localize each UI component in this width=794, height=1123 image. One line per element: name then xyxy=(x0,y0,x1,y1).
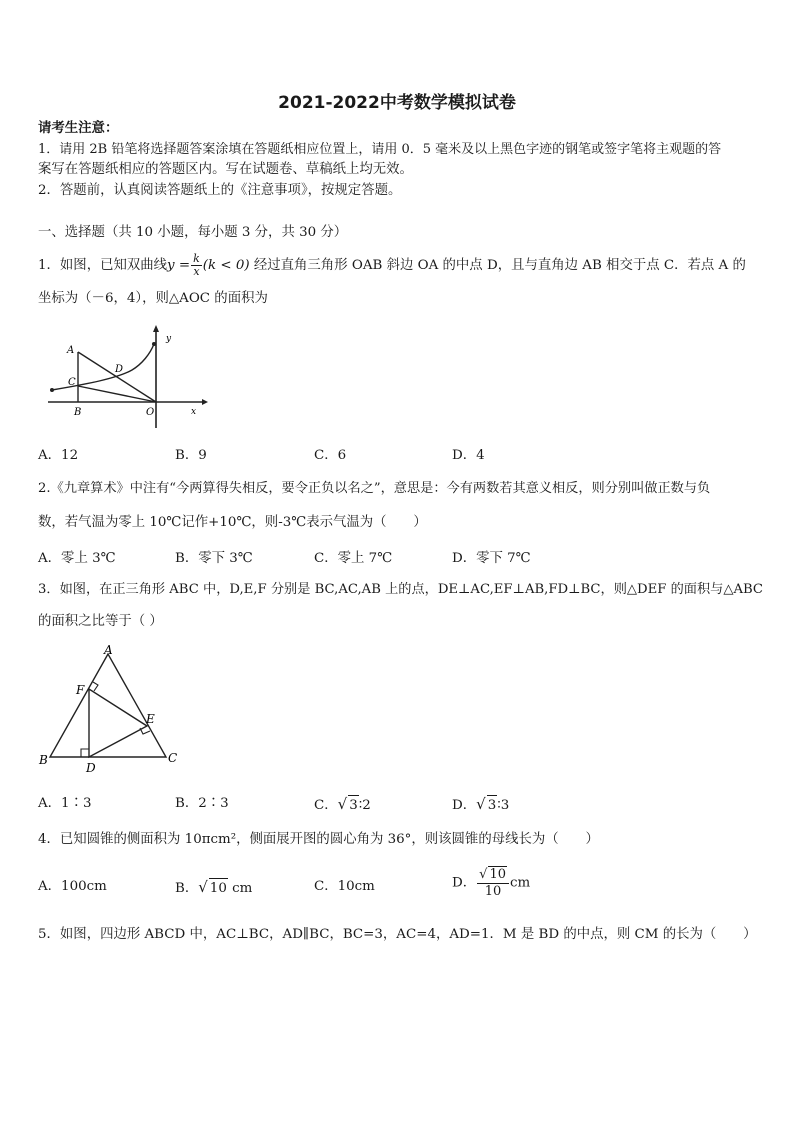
label-d: D xyxy=(115,364,124,375)
sqrt-sign: √ xyxy=(337,795,348,813)
label-x: x xyxy=(191,407,197,417)
label-c: C xyxy=(168,751,178,765)
radicand: 10 xyxy=(489,867,506,882)
curve-endpoint-left xyxy=(50,388,54,392)
q2-option-c: C．零上 7℃ xyxy=(314,551,393,566)
q3-option-c xyxy=(314,794,371,816)
fraction-numerator: k xyxy=(193,252,200,265)
radicand: 10 xyxy=(209,878,228,899)
fraction-denominator: x xyxy=(193,265,200,278)
right-angle-mark-f xyxy=(93,682,98,691)
q4-option-a: A．100cm xyxy=(38,879,107,894)
page-title: 2021-2022中考数学模拟试卷 xyxy=(278,93,516,113)
triangle-def xyxy=(89,689,147,757)
q2-option-b: B．零下 3℃ xyxy=(175,551,253,566)
fraction-denominator: 10 xyxy=(484,884,502,899)
triangle-abc xyxy=(50,654,166,757)
question-3-figure xyxy=(36,644,186,774)
label-o: O xyxy=(146,407,155,418)
label-d: D xyxy=(86,761,96,774)
question-4-line-1: 4．已知圆锥的侧面积为 10πcm²，侧面展开图的圆心角为 36°，则该圆锥的母线长为（ ） xyxy=(38,832,599,847)
label-c: C xyxy=(68,377,76,388)
question-3-line-2: 的面积之比等于（ ） xyxy=(38,614,163,629)
q4-option-c: C．10cm xyxy=(314,879,375,894)
q4-option-d xyxy=(452,866,530,900)
question-1-line-1 xyxy=(38,253,746,278)
label-a: A xyxy=(104,644,113,657)
notice-heading: 请考生注意： xyxy=(38,120,119,136)
radicand: 3 xyxy=(487,795,498,816)
q3-option-c-suffix: ∶2 xyxy=(358,798,371,813)
label-f: F xyxy=(76,683,85,697)
radicand: 3 xyxy=(348,795,359,816)
label-b: B xyxy=(74,407,82,418)
equation-y: y = xyxy=(167,258,191,273)
question-2-line-2: 数，若气温为零上 10℃记作+10℃，则-3℃表示气温为（ ） xyxy=(38,515,427,530)
q4-option-b xyxy=(175,877,252,899)
notice-line-3: 2．答题前，认真阅读答题纸上的《注意事项》，按规定答题。 xyxy=(38,183,402,198)
q3-option-b: B．2∶3 xyxy=(175,796,229,811)
y-axis-arrow xyxy=(153,325,159,332)
fraction-k-over-x xyxy=(191,253,202,278)
label-b: B xyxy=(39,753,48,767)
q3-option-d xyxy=(452,794,509,816)
equation-condition: (k < 0) xyxy=(202,258,250,273)
q3-option-c-prefix: C． xyxy=(314,798,338,813)
q3-option-d-suffix: ∶3 xyxy=(497,798,510,813)
q2-option-d: D．零下 7℃ xyxy=(452,551,531,566)
question-3-line-1: 3．如图，在正三角形 ABC 中，D,E,F 分别是 BC,AC,AB 上的点，DE⊥AC,EF⊥AB,FD⊥BC，则△DEF 的面积与△ABC xyxy=(38,582,764,597)
q3-option-d-prefix: D． xyxy=(452,798,477,813)
notice-line-1: 1．请用 2B 铅笔将选择题答案涂填在答题纸相应位置上，请用 0．5 毫米及以上黑色字迹的钢笔或签字笔将主观题的答 xyxy=(38,142,722,157)
question-5-line-1: 5．如图，四边形 ABCD 中，AC⊥BC，AD∥BC，BC=3，AC=4，AD=1．M 是 BD 的中点，则 CM 的长为（ ） xyxy=(38,927,757,942)
q1-option-b: B．9 xyxy=(175,448,207,463)
x-axis-arrow xyxy=(202,399,208,405)
label-e: E xyxy=(146,712,155,726)
question-1-text-pre: 1．如图，已知双曲线 xyxy=(38,258,168,273)
notice-line-2: 案写在答题纸相应的答题区内。写在试题卷、草稿纸上均无效。 xyxy=(38,162,413,177)
section-heading: 一、选择题（共 10 小题，每小题 3 分，共 30 分） xyxy=(38,225,348,240)
q1-option-a: A．12 xyxy=(38,448,79,463)
label-y: y xyxy=(166,334,172,344)
q3-option-a: A．1∶3 xyxy=(38,796,92,811)
q1-option-c: C．6 xyxy=(314,448,347,463)
q1-option-d: D．4 xyxy=(452,448,485,463)
fraction-numerator xyxy=(477,866,509,884)
q4-option-b-suffix: cm xyxy=(227,881,253,896)
label-a: A xyxy=(67,345,75,356)
curve-endpoint-right xyxy=(152,342,156,346)
sqrt-sign: √ xyxy=(198,878,208,896)
q2-option-a: A．零上 3℃ xyxy=(38,551,116,566)
question-1-line-2: 坐标为（－6，4），则△AOC 的面积为 xyxy=(38,291,268,306)
question-2-line-1: 2.《九章算术》中注有“今两算得失相反，要令正负以名之”，意思是：今有两数若其意义相反，则分别叫做正数与负 xyxy=(38,481,711,496)
fraction-sqrt10-over-10 xyxy=(477,866,509,900)
q4-option-b-prefix: B． xyxy=(175,881,199,896)
sqrt-sign: √ xyxy=(476,795,486,813)
question-1-text-post: 经过直角三角形 OAB 斜边 OA 的中点 D，且与直角边 AB 相交于点 C．若点 A 的 xyxy=(249,258,746,273)
q4-option-d-prefix: D． xyxy=(452,875,477,891)
q4-option-d-suffix: cm xyxy=(509,875,531,891)
sqrt-sign: √ xyxy=(479,867,488,882)
right-angle-mark-d xyxy=(81,749,89,757)
question-1-figure xyxy=(40,322,210,432)
